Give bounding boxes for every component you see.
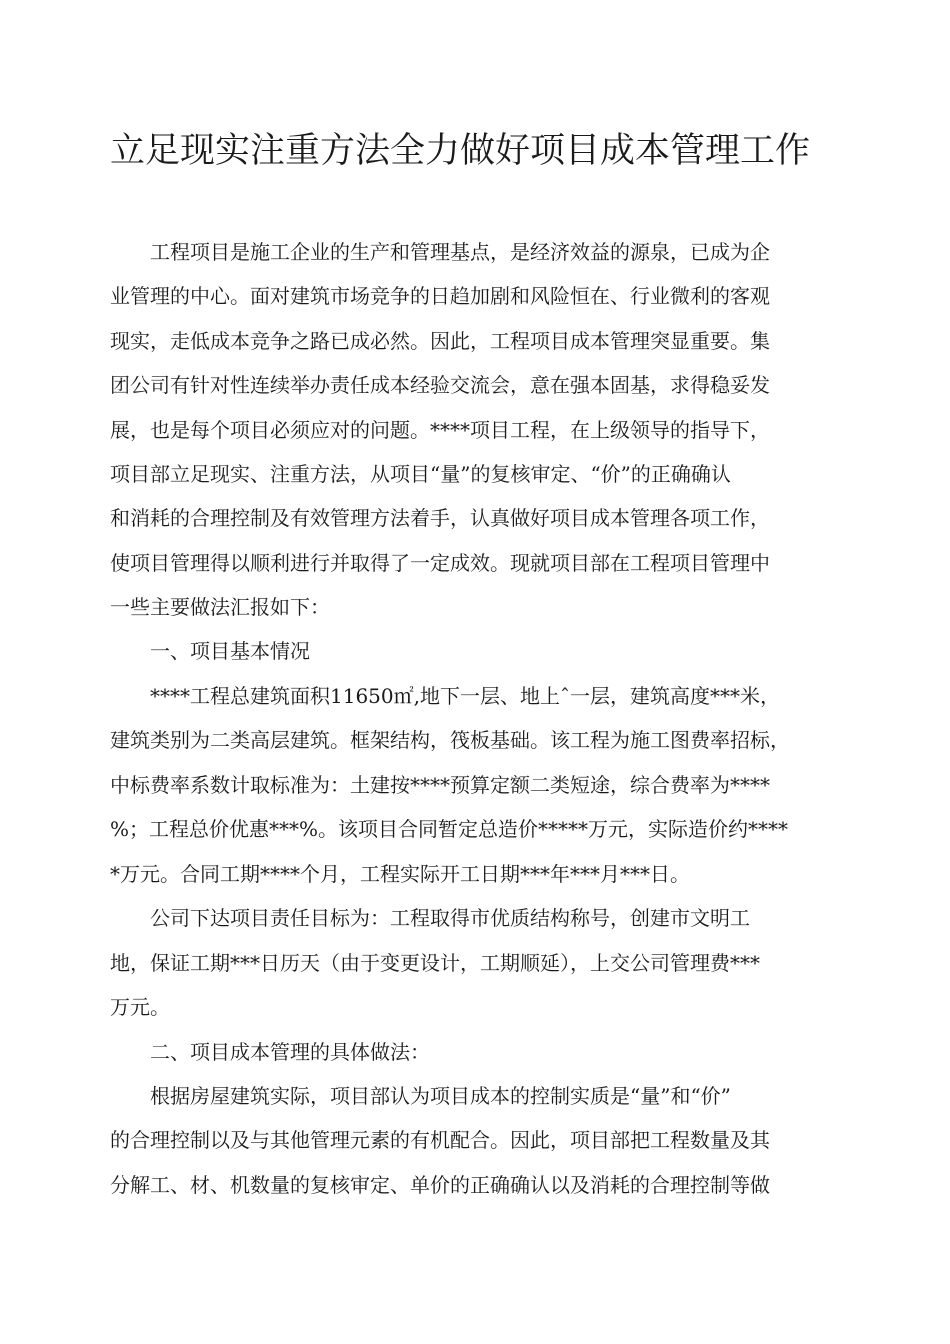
body-line: 建筑类别为二类高层建筑。框架结构，筏板基础。该工程为施工图费率招标， [110,728,790,752]
body-line: 根据房屋建筑实际，项目部认为项目成本的控制实质是“量”和“价” [110,1084,731,1108]
body-line: ****工程总建筑面积11650㎡,地下一层、地上ˆ一层，建筑高度***米， [110,684,780,708]
body-line: 中标费率系数计取标准为：土建按****预算定额二类短途，综合费率为**** [110,773,770,797]
body-line: 一、项目基本情况 [110,639,310,663]
body-line: *万元。合同工期****个月，工程实际开工日期***年***月***日。 [110,862,690,886]
body-line: 和消耗的合理控制及有效管理方法着手，认真做好项目成本管理各项工作， [110,506,770,530]
body-line: 地，保证工期***日历天（由于变更设计，工期顺延），上交公司管理费*** [110,951,760,975]
body-line: 的合理控制以及与其他管理元素的有机配合。因此，项目部把工程数量及其 [110,1128,770,1152]
document-title: 立足现实注重方法全力做好项目成本管理工作 [110,131,811,171]
body-line: 分解工、材、机数量的复核审定、单价的正确确认以及消耗的合理控制等做 [110,1173,770,1197]
body-line: 展，也是每个项目必须应对的问题。****项目工程，在上级领导的指导下， [110,418,770,442]
body-line: %；工程总价优惠***%。该项目合同暂定总造价*****万元，实际造价约**** [110,817,789,841]
body-line: 万元。 [110,995,170,1019]
body-line: 团公司有针对性连续举办责任成本经验交流会，意在强本固基，求得稳妥发 [110,373,770,397]
body-line: 公司下达项目责任目标为：工程取得市优质结构称号，创建市文明工 [110,906,750,930]
body-line: 一些主要做法汇报如下： [110,595,330,619]
body-line: 业管理的中心。面对建筑市场竞争的日趋加剧和风险恒在、行业微利的客观 [110,284,770,308]
body-line: 使项目管理得以顺利进行并取得了一定成效。现就项目部在工程项目管理中 [110,551,770,575]
body-line: 现实，走低成本竞争之路已成必然。因此，工程项目成本管理突显重要。集 [110,329,770,353]
body-line: 项目部立足现实、注重方法，从项目“量”的复核审定、“价”的正确确认 [110,462,731,486]
body-line: 二、项目成本管理的具体做法： [110,1040,430,1064]
body-line: 工程项目是施工企业的生产和管理基点，是经济效益的源泉，已成为企 [110,240,770,264]
